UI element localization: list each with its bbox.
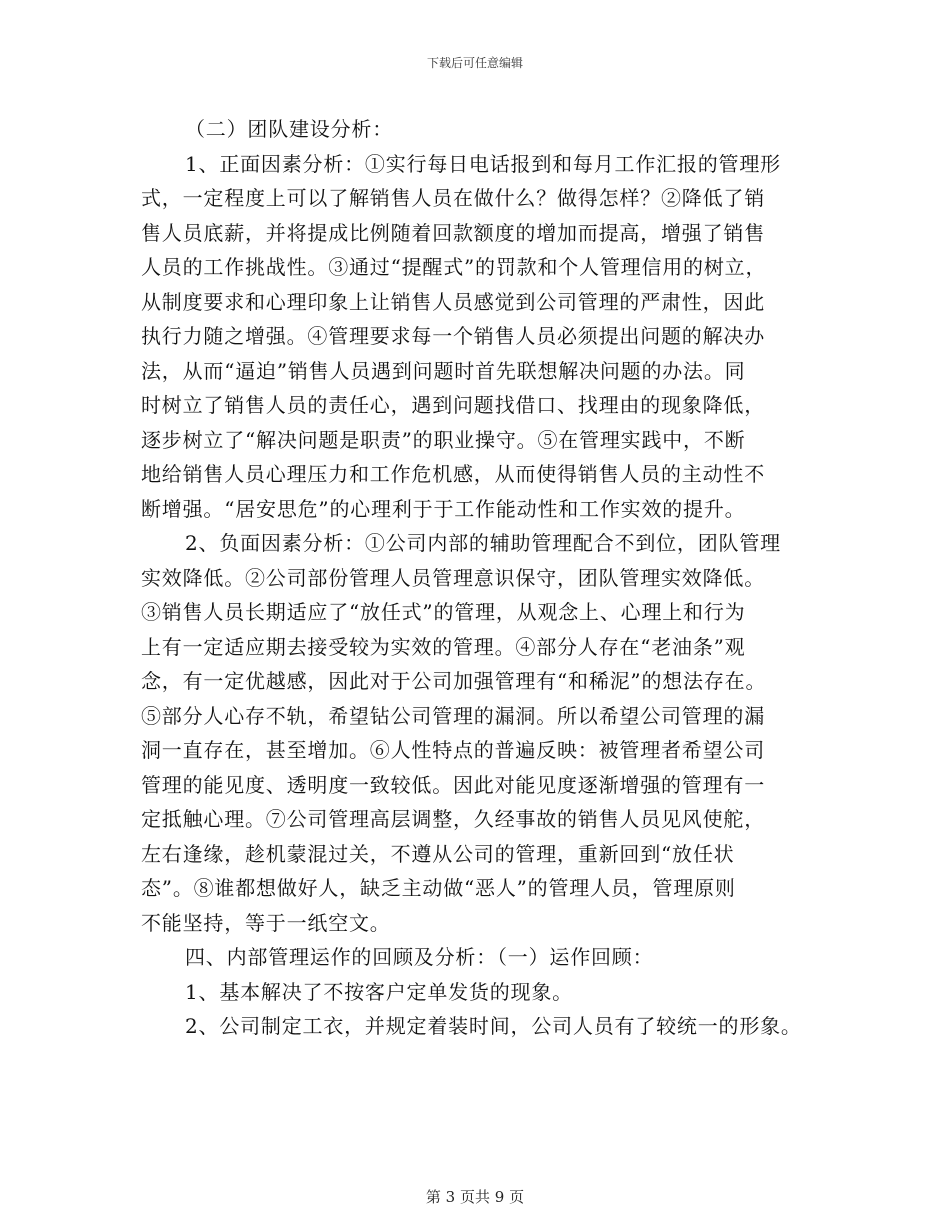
text-line: 地给销售人员心理压力和工作危机感，从而使得销售人员的主动性不 xyxy=(141,462,765,486)
text-line: 洞一直存在，甚至增加。⑥人性特点的普遍反映：被管理者希望公司 xyxy=(141,738,765,762)
text-line: 四、内部管理运作的回顾及分析：（一）运作回顾： xyxy=(185,945,654,969)
text-line: 念，有一定优越感，因此对于公司加强管理有“和稀泥”的想法存在。 xyxy=(141,669,767,693)
text-line: 逐步树立了“解决问题是职责”的职业操守。⑤在管理实践中，不断 xyxy=(141,427,746,452)
text-line: 从制度要求和心理印象上让销售人员感觉到公司管理的严肃性，因此 xyxy=(141,289,765,314)
text-line: 式，一定程度上可以了解销售人员在做什么？做得怎样？②降低了销 xyxy=(141,186,765,210)
text-line: 1、正面因素分析：①实行每日电话报到和每月工作汇报的管理形 xyxy=(185,151,781,176)
text-line: 1、基本解决了不按客户定单发货的现象。 xyxy=(185,979,573,1004)
text-line: 管理的能见度、透明度一致较低。因此对能见度逐渐增强的管理有一 xyxy=(141,772,765,797)
text-line: 左右逢缘，趁机蒙混过关，不遵从公司的管理，重新回到“放任状 xyxy=(141,841,735,866)
text-line: 2、负面因素分析：①公司内部的辅助管理配合不到位，团队管理 xyxy=(185,531,781,555)
text-line: 执行力随之增强。④管理要求每一个销售人员必须提出问题的解决办 xyxy=(141,324,765,348)
text-line: 法，从而“逼迫”销售人员遇到问题时首先联想解决问题的办法。同 xyxy=(141,358,746,383)
text-line: 时树立了销售人员的责任心，遇到问题找借口、找理由的现象降低， xyxy=(141,393,765,417)
text-line: ⑤部分人心存不轨，希望钻公司管理的漏洞。所以希望公司管理的漏 xyxy=(141,703,765,728)
text-line: 断增强。“居安思危”的心理利于于工作能动性和工作实效的提升。 xyxy=(141,496,746,521)
text-line: 上有一定适应期去接受较为实效的管理。④部分人存在“老油条”观 xyxy=(141,634,746,659)
page-header: 下载后可任意编辑 xyxy=(426,56,523,70)
text-line: 定抵触心理。⑦公司管理高层调整，久经事故的销售人员见风使舵， xyxy=(141,807,765,831)
text-line: （二）团队建设分析： xyxy=(185,117,393,141)
page-footer: 第 3 页共 9 页 xyxy=(425,1188,525,1206)
text-line: ③销售人员长期适应了“放任式”的管理，从观念上、心理上和行为 xyxy=(141,600,746,624)
text-line: 人员的工作挑战性。③通过“提醒式”的罚款和个人管理信用的树立， xyxy=(141,255,767,279)
text-line: 不能坚持，等于一纸空文。 xyxy=(141,910,391,935)
document-body xyxy=(141,112,831,1044)
text-line: 2、公司制定工衣，并规定着装时间，公司人员有了较统一的形象。 xyxy=(185,1014,802,1038)
text-line: 态”。⑧谁都想做好人，缺乏主动做“恶人”的管理人员，管理原则 xyxy=(141,876,736,900)
text-line: 售人员底薪，并将提成比例随着回款额度的增加而提高，增强了销售 xyxy=(141,220,765,245)
text-line: 实效降低。②公司部份管理人员管理意识保守，团队管理实效降低。 xyxy=(141,565,765,590)
